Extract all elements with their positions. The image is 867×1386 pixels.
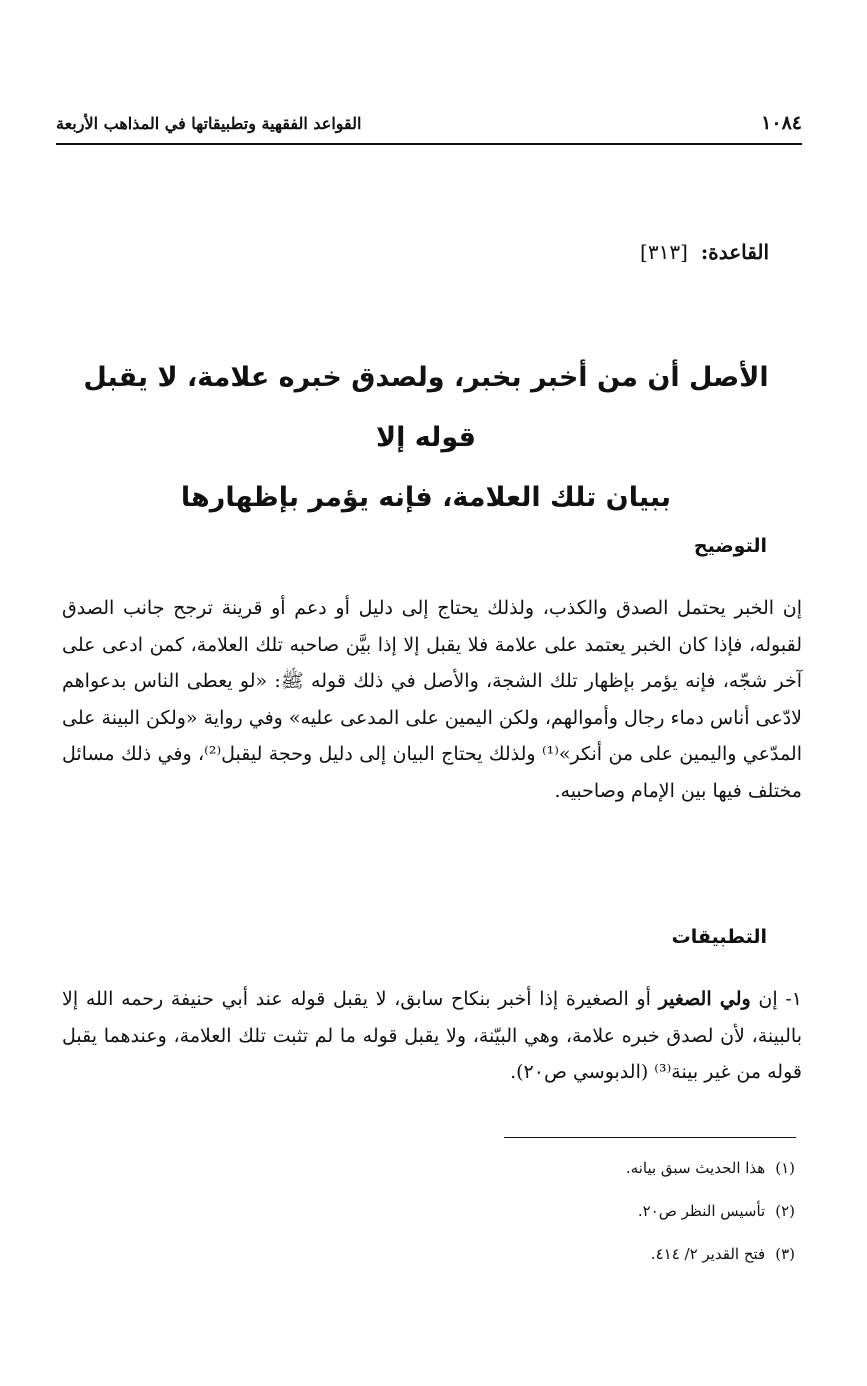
footnote-number: (٢) bbox=[775, 1202, 795, 1220]
application-item-bold: ولي الصغير bbox=[658, 988, 751, 1010]
footnote-divider bbox=[504, 1137, 796, 1138]
application-item-rest: أو الصغيرة إذا أخبر بنكاح سابق، لا يقبل قوله عند أبي حنيفة رحمه الله إلا بالبينة، لأن لصدق خبره علامة، وهي البيّنة، ولا يقبل قوله ما لم تثبت تلك العلامة، وعندهما يقبل قوله من غير بينة⁽³⁾ (الدبوسي ص٢٠). bbox=[62, 988, 802, 1083]
application-item-1 bbox=[62, 981, 802, 1091]
rule-label bbox=[640, 240, 769, 264]
rule-heading-line-2: ببيان تلك العلامة، فإنه يؤمر بإظهارها bbox=[180, 482, 672, 513]
application-item-prefix: ١- إن bbox=[758, 988, 802, 1010]
page-number: ١٠٨٤ bbox=[761, 112, 802, 134]
footnote-number: (٣) bbox=[775, 1245, 795, 1263]
rule-heading-line-1: الأصل أن من أخبر بخبر، ولصدق خبره علامة، لا يقبل قوله إلا bbox=[83, 362, 769, 453]
footnote-3 bbox=[295, 1243, 795, 1286]
footnote-text: هذا الحديث سبق بيانه. bbox=[625, 1159, 766, 1177]
explanation-text: إن الخبر يحتمل الصدق والكذب، ولذلك يحتاج إلى دليل أو دعم أو قرينة ترجح جانب الصدق لقبوله، فإذا كان الخبر يعتمد على علامة فلا يقبل إلا إذا بيَّن صاحبه تلك العلامة، كمن ادعى على آخر شجّه، فإنه يؤمر بإظهار تلك الشجة، والأصل في ذلك قوله ﷺ: «لو يعطى الناس بدعواهم لادّعى أناس دماء رجال وأموالهم، ولكن اليمين على المدعى عليه» وفي رواية «ولكن البينة على المدّعي واليمين على من أنكر»⁽¹⁾ ولذلك يحتاج البيان إلى دليل وحجة ليقبل⁽²⁾، وفي ذلك مسائل مختلف فيها بين الإمام وصاحبيه. bbox=[62, 597, 803, 802]
footnotes bbox=[295, 1157, 795, 1286]
explanation-title: التوضيح bbox=[693, 535, 767, 557]
footnote-text: فتح القدير ٢/ ٤١٤. bbox=[650, 1245, 766, 1263]
footnote-number: (١) bbox=[775, 1159, 795, 1177]
rule-number: [٣١٣] bbox=[640, 240, 688, 264]
footnote-1 bbox=[295, 1157, 795, 1200]
applications-title: التطبيقات bbox=[671, 926, 767, 948]
running-header bbox=[56, 108, 802, 142]
footnote-text: تأسيس النظر ص٢٠. bbox=[637, 1202, 766, 1220]
rule-label-text: القاعدة: bbox=[700, 240, 769, 264]
rule-heading bbox=[50, 348, 802, 528]
footnote-2 bbox=[295, 1200, 795, 1243]
header-divider bbox=[56, 143, 802, 145]
book-title: القواعد الفقهية وتطبيقاتها في المذاهب الأربعة bbox=[56, 114, 362, 133]
